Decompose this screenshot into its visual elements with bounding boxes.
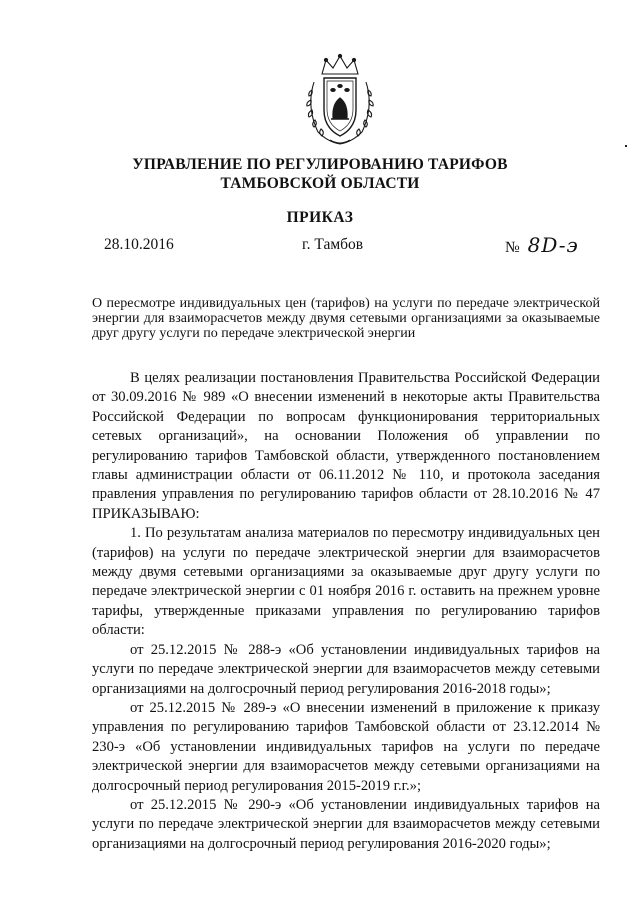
item-1-paragraph: 1. По результатам анализа материалов по пересмотру индивидуальных цен (тарифов) на услуги по передаче электрической энергии для взаиморасчетов между двумя сетевыми организациями за оказываемые друг другу услуги по передаче электрической энергии с 01 ноября 2016 г. оставить на прежнем уровне тарифы, утвержденные приказами управления по регулированию тарифов области: — [92, 525, 600, 639]
handwritten-order-number: 8D-э — [527, 233, 579, 257]
document-type-title: ПРИКАЗ — [286, 209, 354, 226]
reference-order-290: от 25.12.2015 № 290-э «Об установлении индивидуальных тарифов на услуги по передаче электрической энергии для взаиморасчетов между сетевыми организациями на долгосрочный период регулирования 2016-2020 годы»; — [92, 796, 600, 852]
organization-name-line2: ТАМБОВСКОЙ ОБЛАСТИ — [220, 175, 420, 192]
scan-mark — [625, 145, 627, 147]
number-sign: № — [505, 239, 520, 256]
preamble-paragraph: В целях реализации постановления Правительства Российской Федерации от 30.09.2016 № 989 «О внесении изменений в некоторые акты Правительства Российской Федерации по вопросам функционирования территориальных сетевых организаций», на основании Положения об управлении по регулированию тарифов Тамбовской области, утвержденного постановлением главы администрации области от 06.11.2012 № 110, и протокола заседания правления управления по регулированию тарифов области от 28.10.2016 № 47 ПРИКАЗЫВАЮ: — [92, 370, 600, 522]
coat-of-arms-emblem — [300, 52, 380, 148]
order-city: г. Тамбов — [302, 236, 364, 253]
order-date: 28.10.2016 — [104, 236, 174, 253]
order-number — [505, 233, 579, 257]
organization-name-line1: УПРАВЛЕНИЕ ПО РЕГУЛИРОВАНИЮ ТАРИФОВ — [132, 156, 508, 173]
order-subject: О пересмотре индивидуальных цен (тарифов) на услуги по передаче электрической энергии для взаиморасчетов между двумя сетевыми организациями за оказываемые друг другу услуги по передаче электрической энергии — [92, 296, 600, 341]
reference-order-288: от 25.12.2015 № 288-э «Об установлении индивидуальных тарифов на услуги по передаче электрической энергии для взаиморасчетов между сетевыми организациями на долгосрочный период регулирования 2016-2018 годы»; — [92, 641, 600, 697]
order-body — [92, 369, 600, 854]
reference-order-289: от 25.12.2015 № 289-э «О внесении изменений в приложение к приказу управления по регулированию тарифов Тамбовской области от 23.12.2014 № 230-э «Об установлении индивидуальных тарифов на услуги по передаче электрической энергии для взаиморасчетов между сетевыми организациями на долгосрочный период регулирования 2015-2019 г.г.»; — [92, 699, 600, 794]
